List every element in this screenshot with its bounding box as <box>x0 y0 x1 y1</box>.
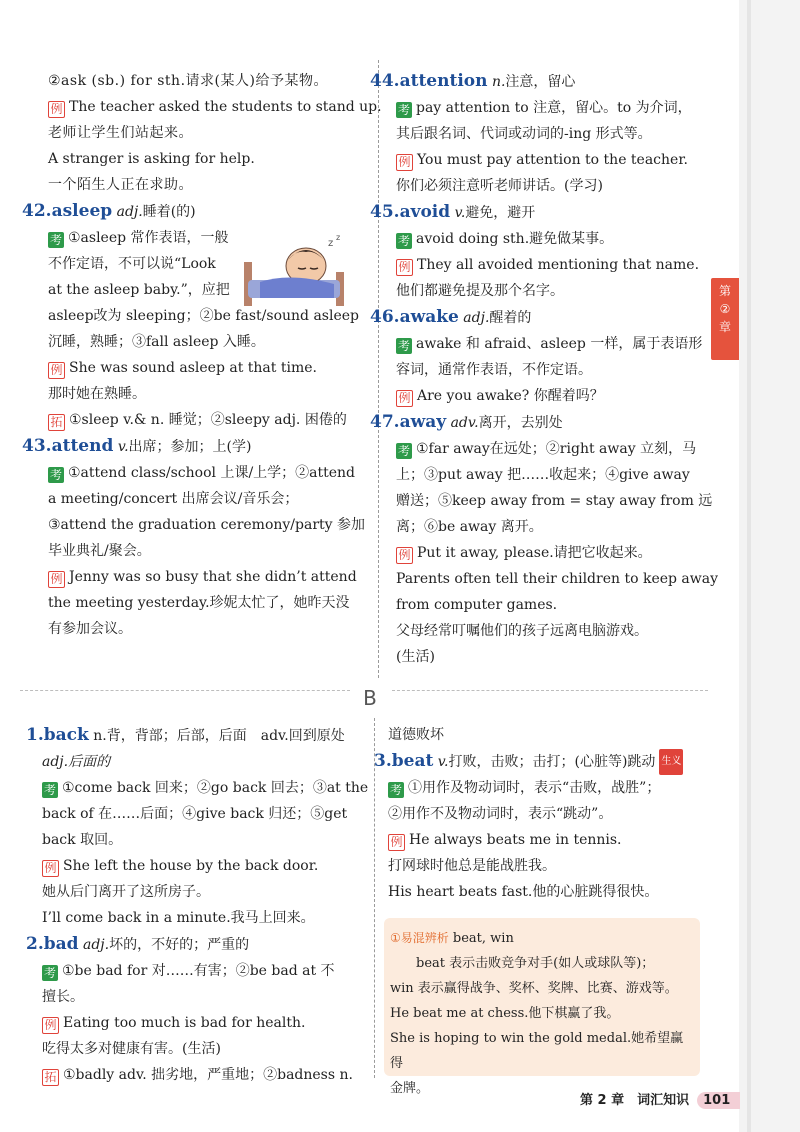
chapter-label: 第 2 章 词汇知识 <box>580 1093 690 1108</box>
text-line: A stranger is asking for help. <box>48 151 255 167</box>
entry-47-head: 47.away adv.离开，去别处 <box>370 412 563 432</box>
example-tag: 例 <box>396 154 413 171</box>
svg-text:z: z <box>328 238 334 249</box>
example-tag: 例 <box>396 259 413 276</box>
exam-tag: 考 <box>389 783 402 797</box>
sleeping-boy-illustration <box>240 232 352 308</box>
exam-tag: 考 <box>49 233 62 247</box>
exam-tag: 考 <box>43 783 56 797</box>
confusion-analysis-box: ①易混辨析 beat, win beat 表示击败竞争对手(如人或球队等)； win 表示赢得战争、奖杯、奖牌、比赛、游戏等。 He beat me at chess.他下棋赢了我。 She is hoping to win the gold medal.她希望赢得 金牌。 <box>384 918 700 1076</box>
chapter-tab[interactable]: 第 ② 章 <box>711 278 739 360</box>
entry-42-head: 42.asleep adj.睡着(的) <box>22 201 196 221</box>
exam-tag: 考 <box>49 468 62 482</box>
entry-3-head: 3.beat v.打败，击败；击打；(心脏等)跳动 生义 <box>374 748 704 775</box>
column-bottom-left: 1.back n.背，背部；后部，后面 adv.回到原处 adj.后面的 考 ①come back 回来；②go back 回去；③at the back of 在……后面；④give back 归还；⑤get back 取回。 例 She left the house by the back door. 她从后门离开了这所房子。 I’ll come back in a minute.我马上回来。 2.bad adj.坏的，不好的；严重的 考 ①be bad for 对……有害；②be bad at 不 擅长。 例 Eating too much is bad for health. 吃得太多对健康有害。(生活) 拓 ①badly adv. 拙劣地，严重地；②badness n. <box>26 722 362 1088</box>
text-line: ②ask (sb.) for sth.请求(某人)给予某物。 <box>48 73 328 89</box>
exam-tag: 考 <box>43 966 56 980</box>
entry-46-head: 46.awake adj.醒着的 <box>370 307 532 327</box>
text-line: 一个陌生人正在求助。 <box>48 177 193 193</box>
extend-tag: 拓 <box>48 414 65 431</box>
example-tag: 例 <box>396 547 413 564</box>
example-tag: 例 <box>388 834 405 851</box>
exam-tag: 考 <box>397 444 410 458</box>
page-edge <box>739 0 800 1132</box>
example-tag: 例 <box>48 571 65 588</box>
continued-text: 道德败坏 <box>388 727 444 743</box>
headword: beat <box>391 751 434 771</box>
headword: avoid <box>399 202 451 222</box>
example-tag: 例 <box>48 101 65 118</box>
column-top-left: ②ask (sb.) for sth.请求(某人)给予某物。 例 The teacher asked the students to stand up. 老师让学生们站起来。 A stranger is asking for help. 一个陌生人正在求助。 42.asleep adj.睡着(的) 考 ①asleep 常作表语，一般 不作定语，不可以说“Look at the asleep baby.”，应把 asleep改为 sleeping；②be fast/sound asleep 沉睡，熟睡；③fall asleep 入睡。 例 She was sound asleep at that time. 那时她在熟睡。 拓 ①sleep v.& n. 睡觉；②sleepy adj. 困倦的 43.attend v.出席；参加；上(学) 考 ①attend class/school 上课/上学；②attend a meeting/concert 出席会议/音乐会； ③attend the graduation ceremony/party 参加 毕业典礼/聚会。 例 Jenny was so busy that she didn’t attend the meeting yesterday.珍妮太忙了，她昨天没 有参加会议。 <box>48 68 358 642</box>
headword: attention <box>399 71 488 91</box>
example-text: The teacher asked the students to stand up. <box>69 99 382 115</box>
example-tag: 例 <box>42 1017 59 1034</box>
entry-2-head: 2.bad adj.坏的，不好的；严重的 <box>26 934 250 954</box>
exam-tag: 考 <box>397 339 410 353</box>
column-bottom-right: 道德败坏 3.beat v.打败，击败；击打；(心脏等)跳动 生义 考 ①用作及物动词时，表示“击败，战胜”； ②用作不及物动词时，表示“跳动”。 例 He always beats me in tennis. 打网球时他总是能战胜我。 His heart beats fast.他的心脏跳得很快。 <box>388 722 704 905</box>
headword: attend <box>51 436 114 456</box>
entry-45-head: 45.avoid v.避免，避开 <box>370 202 536 222</box>
page-number: 101 <box>697 1092 740 1109</box>
headword: asleep <box>51 201 113 221</box>
column-top-right: 44.attention n.注意，留心 考 pay attention to 注意，留心。to 为介词， 其后跟名词、代词或动词的-ing 形式等。 例 You must pay attention to the teacher. 你们必须注意听老师讲话。(学习) 45.avoid v.避免，避开 考 avoid doing sth.避免做某事。 例 They all avoided mentioning that name. 他们都避免提及那个名字。 46.awake adj.醒着的 考 awake 和 afraid、asleep 一样，属于表语形 容词，通常作表语，不作定语。 例 Are you awake? 你醒着吗？ 47.away adv.离开，去别处 考 ①far away在远处；②right away 立刻，马 上；③put away 把……收起来；④give away 赠送；⑤keep away from = stay away from 远 离；⑥be away 离开。 例 Put it away, please.请把它收起来。 Parents often tell their children to keep away from computer games. 父母经常叮嘱他们的孩子远离电脑游戏。 (生活) <box>396 68 708 670</box>
section-divider-left <box>20 690 350 691</box>
headword: away <box>399 412 447 432</box>
example-tag: 例 <box>396 390 413 407</box>
headword: back <box>43 725 89 745</box>
column-divider-top <box>378 60 379 678</box>
headword: awake <box>399 307 459 327</box>
confusion-title: ①易混辨析 <box>390 931 449 945</box>
entry-44-head: 44.attention n.注意，留心 <box>370 71 576 91</box>
example-tag: 例 <box>42 860 59 877</box>
example-tag: 例 <box>48 362 65 379</box>
page-footer <box>580 1089 740 1109</box>
new-meaning-badge: 生义 <box>659 749 683 775</box>
exam-tag: 考 <box>397 103 410 117</box>
entry-43-head: 43.attend v.出席；参加；上(学) <box>22 436 252 456</box>
text-line: 老师让学生们站起来。 <box>48 125 193 141</box>
entry-1-head: 1.back n.背，背部；后部，后面 adv.回到原处 <box>26 725 345 745</box>
section-letter: B <box>363 686 377 710</box>
section-divider-right <box>392 690 708 691</box>
svg-text:z: z <box>336 233 341 242</box>
exam-tag: 考 <box>397 234 410 248</box>
extend-tag: 拓 <box>42 1069 59 1086</box>
headword: bad <box>43 934 79 954</box>
